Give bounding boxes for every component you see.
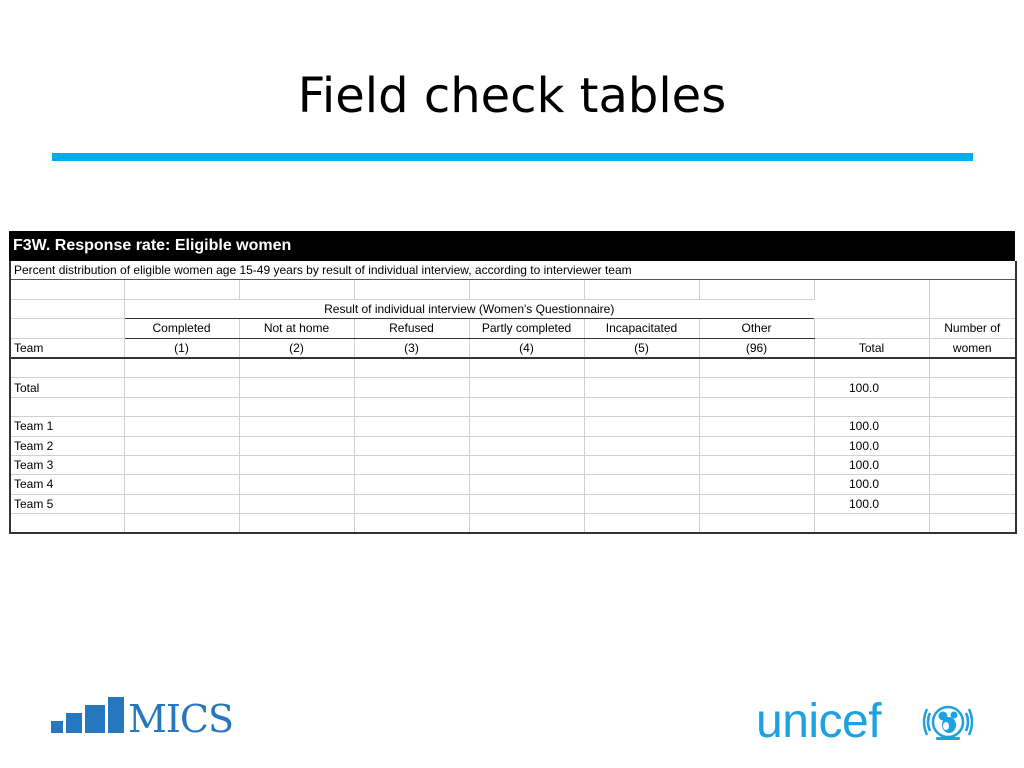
row-total: 100.0 xyxy=(814,455,929,474)
column-label-row xyxy=(10,319,1016,338)
column-code: (1) xyxy=(124,338,239,358)
column-header-partly-completed: Partly completed xyxy=(469,319,584,338)
column-header-total: Total xyxy=(814,338,929,358)
row-label: Team 5 xyxy=(10,494,124,513)
mics-logo-bar xyxy=(85,705,105,733)
column-header-other: Other xyxy=(699,319,814,338)
row-label: Team 4 xyxy=(10,475,124,494)
column-code: (96) xyxy=(699,338,814,358)
table-row xyxy=(10,494,1016,513)
blank-row xyxy=(10,280,1016,299)
row-label: Team 3 xyxy=(10,455,124,474)
row-total: 100.0 xyxy=(814,494,929,513)
column-code: (4) xyxy=(469,338,584,358)
mics-logo-text: MICS xyxy=(128,697,234,741)
group-header: Result of individual interview (Women's Questionnaire) xyxy=(124,299,814,318)
row-total: 100.0 xyxy=(814,378,929,397)
title-underline xyxy=(52,153,973,161)
blank-row xyxy=(10,514,1016,534)
row-header-team: Team xyxy=(10,338,124,358)
slide-title: Field check tables xyxy=(297,68,727,124)
column-header-incapacitated: Incapacitated xyxy=(584,319,699,338)
table-row xyxy=(10,455,1016,474)
row-label: Team 2 xyxy=(10,436,124,455)
column-header-refused: Refused xyxy=(354,319,469,338)
table-row xyxy=(10,378,1016,397)
column-header-women: women xyxy=(929,338,1016,358)
mics-logo-bar xyxy=(66,713,82,733)
table-subtitle: Percent distribution of eligible women age 15-49 years by result of individual interview, according to interviewer team xyxy=(10,261,1016,280)
unicef-logo-text: unicef xyxy=(756,695,882,748)
table-grid xyxy=(9,261,1017,534)
table-row xyxy=(10,417,1016,436)
row-label: Total xyxy=(10,378,124,397)
mics-logo-bar xyxy=(108,697,124,733)
row-label: Team 1 xyxy=(10,417,124,436)
row-total: 100.0 xyxy=(814,475,929,494)
column-code: (5) xyxy=(584,338,699,358)
unicef-emblem-icon xyxy=(922,699,974,745)
column-header-completed: Completed xyxy=(124,319,239,338)
table-subtitle-row xyxy=(10,261,1016,280)
table-heading: F3W. Response rate: Eligible women xyxy=(9,231,1015,261)
table-row xyxy=(10,475,1016,494)
column-code: (3) xyxy=(354,338,469,358)
mics-logo xyxy=(51,697,251,741)
column-code: (2) xyxy=(239,338,354,358)
column-header-not-at-home: Not at home xyxy=(239,319,354,338)
field-check-table xyxy=(9,231,1015,534)
mics-logo-bar xyxy=(51,721,63,733)
blank-row xyxy=(10,397,1016,416)
blank-row xyxy=(10,358,1016,378)
row-total: 100.0 xyxy=(814,436,929,455)
row-total: 100.0 xyxy=(814,417,929,436)
table-row xyxy=(10,436,1016,455)
column-header-number-of: Number of xyxy=(929,319,1016,338)
column-code-row xyxy=(10,338,1016,358)
